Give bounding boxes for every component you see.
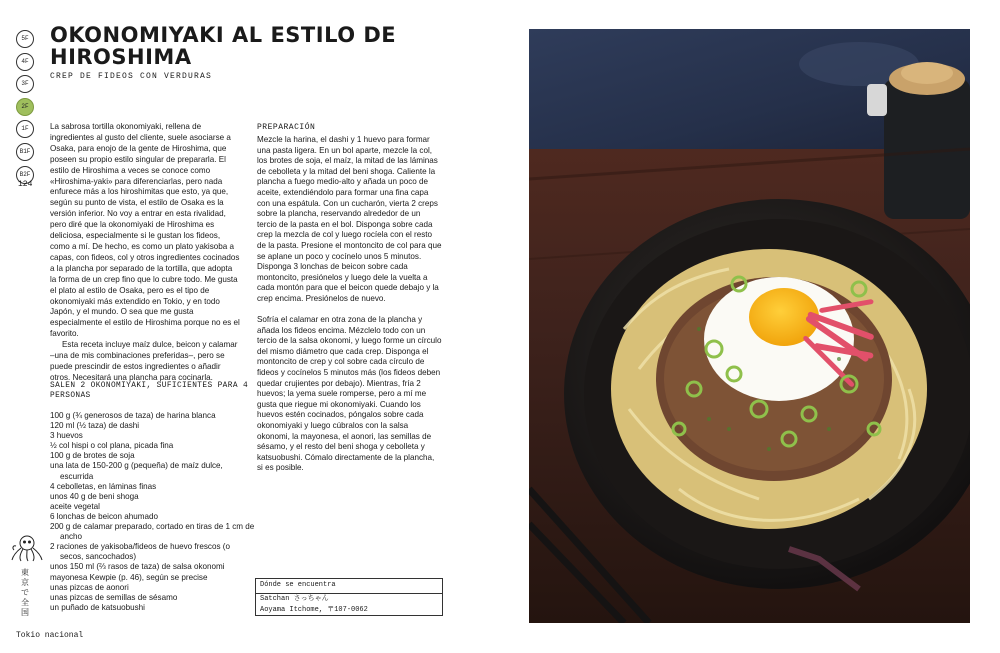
ingredient-item: 6 lonchas de beicon ahumado	[50, 511, 158, 521]
preparation-paragraph: Mezcle la harina, el dashi y 1 huevo para formar una pasta ligera. En un bol aparte, mezcle la col, los brotes de soja, el maíz, la mitad de las láminas de cebolleta y la mitad del beni shoga. Caliente la plancha a fuego medio-alto y añada un poco de aceite, extendiéndolo para formar una fina capa con una espátula. Con un cucharón, vierta 2 creps sobre la plancha, reservando alrededor de un tercio de la pasta en el bol. Disponga sobre cada crep la mezcla de col y luego rocíela con el resto de la pasta. Presione el montoncito de col para que se aplane un poco y cocínelo unos 5 minutos. Disponga 3 lonchas de beicon sobre cada montoncito, presiónelos y luego dele la vuelta a cada montón para que el beicon quede debajo y la crep encima. Presiónelos de nuevo.	[257, 135, 442, 303]
ingredient-item: unas pizcas de semillas de sésamo	[50, 592, 178, 602]
ingredient-item: 2 raciones de yakisoba/fideos de huevo frescos (o secos, sancochados)	[50, 542, 230, 562]
servings-heading: SALEN 2 OKONOMIYAKI, SUFICIENTES PARA 4 PERSONAS	[50, 382, 249, 400]
preparation-paragraph: Sofría el calamar en otra zona de la plancha y añada los fideos encima. Mézclelo todo con un tercio de la salsa okonomi, y luego forme un círculo del mismo diámetro que cada crep. Disponga el montoncito de crep y col sobre cada círculo de fideos y cocínelos 5 minutos más (los fideos deben quedar crujientes por debajo). Mientras, fría 2 huevos; la yema suele romperse, pero a mí me gusta que riegue mi okonomiyaki. Cuando los huevos estén cocinados, póngalos sobre cada okonomiyaki y luego cúbralos con la salsa okonomi, la mayonesa, el aonori, las semillas de sésamo, y el resto del beni shoga y cebolleta y katsuobushi. Cómalo directamente de la plancha, si es posible.	[257, 315, 442, 473]
recipe-title: OKONOMIYAKI AL ESTILO DE HIROSHIMA	[50, 23, 397, 69]
ingredient-item: 200 g de calamar preparado, cortado en tiras de 1 cm de ancho	[50, 522, 255, 542]
ingredient-item: 100 g de brotes de soja	[50, 451, 135, 461]
ingredient-item: 4 cebolletas, en láminas finas	[50, 481, 157, 491]
ingredient-item: 120 ml (½ taza) de dashi	[50, 421, 140, 431]
intro-paragraph: La sabrosa tortilla okonomiyaki, rellena de ingredientes al gusto del cliente, suele asociarse a Osaka, para enojo de la gente de Hiroshima, que poseen su propio estilo singular de prepararla. El estilo de Hiroshima a veces se conoce como «Hiroshima-yaki» para diferenciarlas, pero nada enfurece más a los hiroshimitas que esto, ya que, según su punto de vista, el estilo de Osaka es la versión inferior. No voy a entrar en esta rivalidad, pero diré que la okonomiyaki de Hiroshima es deliciosa, especialmente si le gustan los fideos, como a mí. De hecho, es como un plato yakisoba a capas, con fideos, col y otros ingredientes cocinados a la plancha por separado de la tortilla, que adopta la forma de un crep fino que lo cubre todo. Me gusta el plato al estilo de Osaka, pero es el tipo de okonomiyaki más extendido en Tokio, y en todo Japón, y el mundo. O sea que me gusta especialmente el estilo de Hiroshima porque no es el favorito.	[50, 122, 240, 339]
intro-text	[50, 122, 240, 384]
ingredient-item: ½ col hispi o col plana, picada fina	[50, 441, 174, 451]
ingredient-item: unos 150 ml (⅔ rasos de taza) de salsa okonomi	[50, 562, 225, 572]
restaurant-address: Aoyama Itchome, 〒107-0062	[260, 606, 368, 614]
section-footer: Tokio nacional	[16, 631, 84, 640]
floor-index	[16, 30, 36, 188]
where-to-find-box	[255, 578, 443, 616]
ingredient-item: un puñado de katsuobushi	[50, 602, 145, 612]
floor-1f-badge[interactable]: 1F	[16, 120, 34, 138]
ingredient-item: 100 g (¾ generosos de taza) de harina blanca	[50, 411, 216, 420]
ingredients-list	[50, 411, 255, 613]
floor-b1f-badge[interactable]: B1F	[16, 143, 34, 161]
floor-5f-badge[interactable]: 5F	[16, 30, 34, 48]
ingredient-item: unos 40 g de beni shoga	[50, 491, 139, 501]
ingredient-item: aceite vegetal	[50, 501, 100, 511]
ingredient-item: 3 huevos	[50, 431, 83, 441]
ingredient-item: mayonesa Kewpie (p. 46), según se precise	[50, 572, 208, 582]
recipe-subtitle: CREP DE FIDEOS CON VERDURAS	[50, 72, 213, 81]
ingredient-item: una lata de 150-200 g (pequeña) de maíz dulce, escurrida	[50, 461, 223, 481]
where-heading: Dónde se encuentra	[256, 579, 442, 594]
preparation-heading: PREPARACIÓN	[257, 123, 316, 132]
page-number: 124	[18, 180, 33, 189]
restaurant-name: Satchan さっちゃん	[260, 595, 329, 603]
floor-b2f-badge[interactable]: B2F	[16, 166, 34, 184]
ingredient-item: unas pizcas de aonori	[50, 582, 129, 592]
vertical-japanese-label: 東京で全国	[21, 568, 29, 617]
preparation-text	[257, 135, 442, 485]
floor-4f-badge[interactable]: 4F	[16, 53, 34, 71]
okonomiyaki-photo	[529, 29, 970, 623]
intro-paragraph: Esta receta incluye maíz dulce, beicon y calamar –una de mis combinaciones preferidas–, pero se puede prescindir de estos ingredientes o añadir otros. Necesitará una plancha para cocinarla.	[50, 340, 238, 382]
floor-3f-badge[interactable]: 3F	[16, 75, 34, 93]
floor-2f-badge[interactable]: 2F	[16, 98, 34, 116]
octopus-icon	[10, 534, 44, 567]
